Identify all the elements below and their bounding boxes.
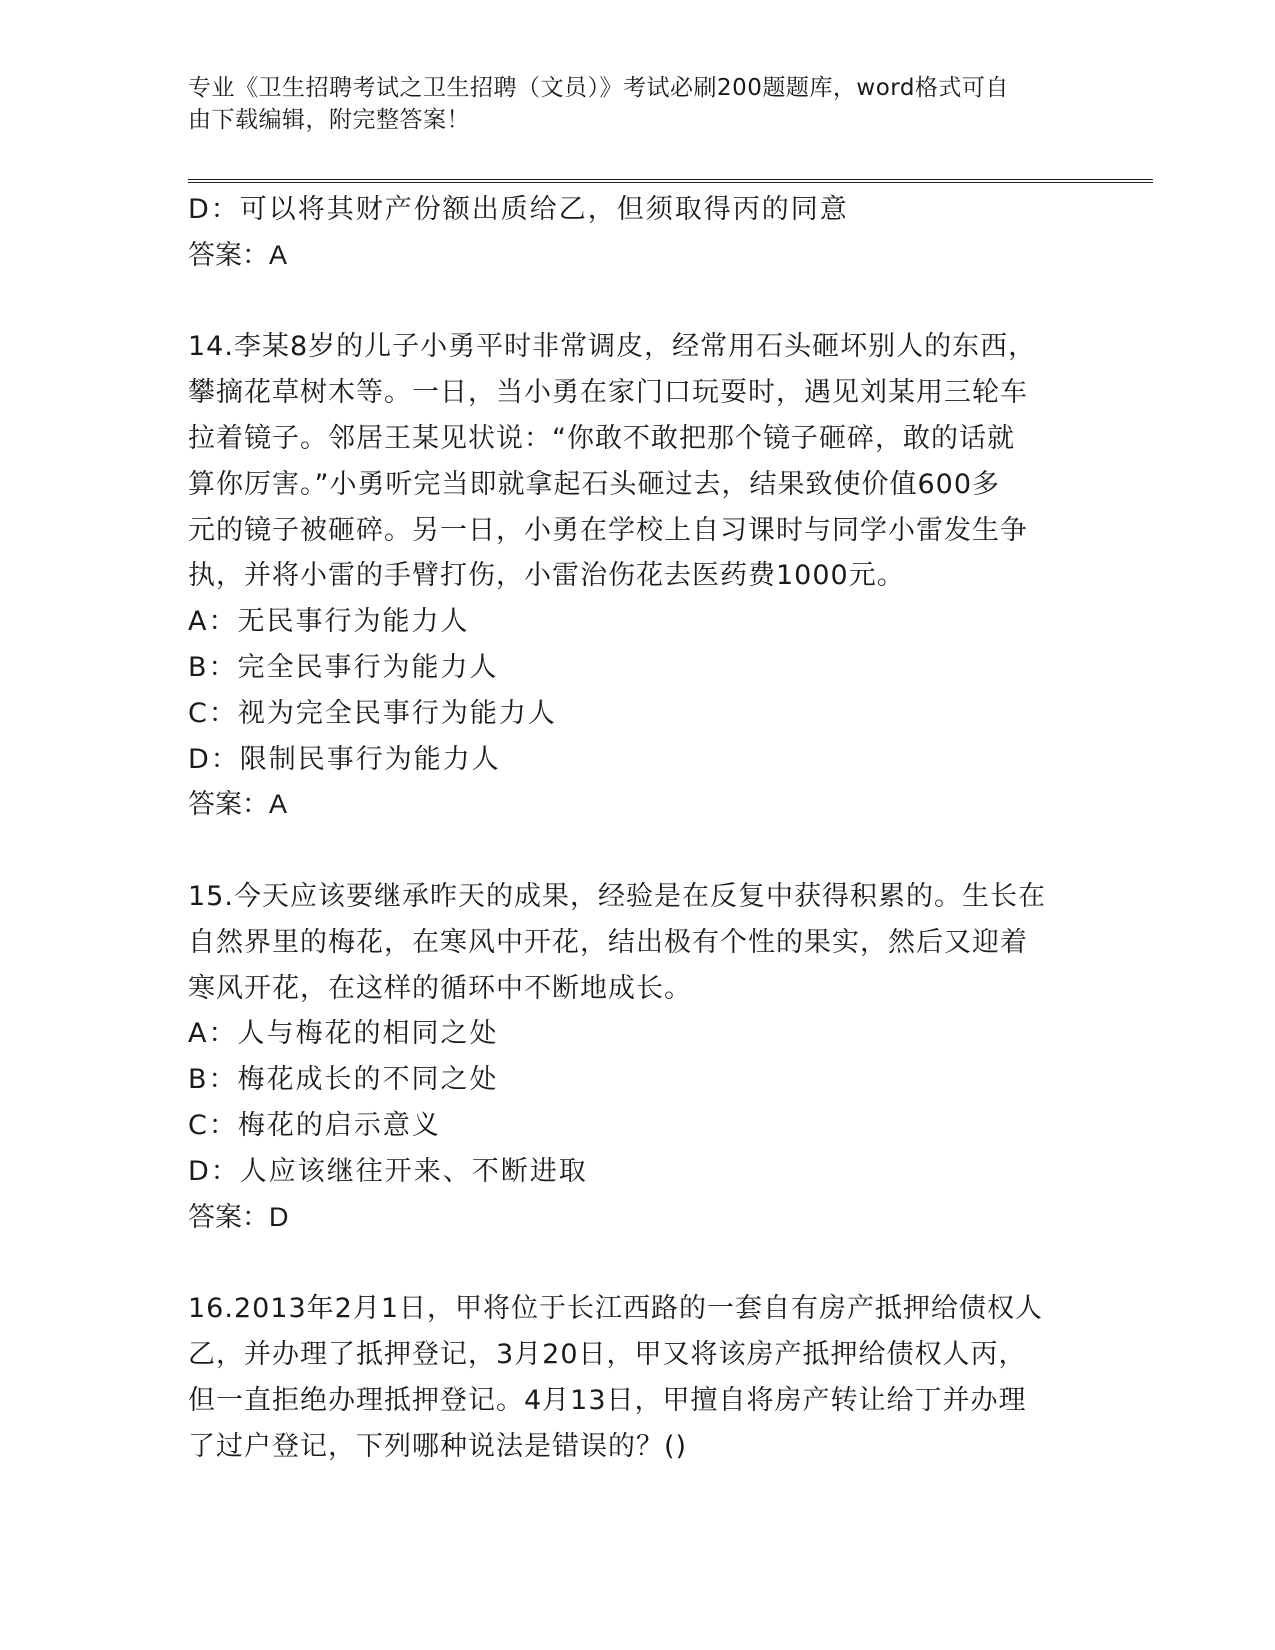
question-15 bbox=[188, 874, 1088, 1240]
question-15-stem-line: 15.今天应该要继承昨天的成果，经验是在反复中获得积累的。生长在 bbox=[188, 880, 1046, 912]
question-15-option-a: A：人与梅花的相同之处 bbox=[188, 1018, 499, 1050]
question-15-stem-line: 自然界里的梅花，在寒风中开花，结出极有个性的果实，然后又迎着 bbox=[188, 926, 1028, 958]
question-15-option-b: B：梅花成长的不同之处 bbox=[188, 1064, 499, 1096]
question-14-stem-line: 攀摘花草树木等。一日，当小勇在家门口玩耍时，遇见刘某用三轮车 bbox=[188, 377, 1028, 409]
question-16-stem-line: 了过户登记，下列哪种说法是错误的？() bbox=[188, 1430, 688, 1462]
header-title-line-2: 由下载编辑，附完整答案！ bbox=[188, 107, 470, 133]
question-14-answer: 答案：A bbox=[188, 789, 288, 820]
question-15-answer: 答案：D bbox=[188, 1201, 289, 1232]
question-15-option-d: D：人应该继往开来、不断进取 bbox=[188, 1155, 588, 1187]
question-14-stem-line: 14.李某8岁的儿子小勇平时非常调皮，经常用石头砸坏别人的东西， bbox=[188, 331, 1037, 363]
question-14-option-b: B：完全民事行为能力人 bbox=[188, 651, 499, 683]
question-16 bbox=[188, 1286, 1088, 1469]
prev-question-answer: 答案：A bbox=[188, 239, 288, 270]
question-14-option-d: D：限制民事行为能力人 bbox=[188, 743, 501, 775]
question-14-stem-line: 执，并将小雷的手臂打伤，小雷治伤花去医药费1000元。 bbox=[188, 560, 905, 592]
header-title-line-1: 专业《卫生招聘考试之卫生招聘（文员）》考试必刷200题题库，word格式可自 bbox=[188, 75, 1009, 101]
question-14-option-a: A：无民事行为能力人 bbox=[188, 606, 470, 638]
question-15-option-c: C：梅花的启示意义 bbox=[188, 1109, 441, 1141]
question-15-stem-line: 寒风开花，在这样的循环中不断地成长。 bbox=[188, 972, 692, 1004]
question-14-stem-line: 算你厉害。”小勇听完当即就拿起石头砸过去，结果致使价值600多 bbox=[188, 468, 1001, 500]
prev-question-option-d: D：可以将其财产份额出质给乙，但须取得丙的同意 bbox=[188, 194, 849, 225]
question-14-option-c: C：视为完全民事行为能力人 bbox=[188, 697, 557, 729]
spacer bbox=[188, 828, 1088, 874]
question-14-stem-line: 拉着镜子。邻居王某见状说：“你敢不敢把那个镜子砸碎，敢的话就 bbox=[188, 422, 1015, 454]
question-16-stem-line: 乙，并办理了抵押登记，3月20日，甲又将该房产抵押给债权人丙， bbox=[188, 1338, 1027, 1370]
document-header bbox=[188, 72, 1068, 136]
question-14 bbox=[188, 324, 1088, 828]
question-16-stem-line: 16.2013年2月1日，甲将位于长江西路的一套自有房产抵押给债权人 bbox=[188, 1293, 1044, 1325]
question-14-stem-line: 元的镜子被砸碎。另一日，小勇在学校上自习课时与同学小雷发生争 bbox=[188, 514, 1028, 546]
spacer bbox=[188, 279, 1088, 325]
header-divider bbox=[188, 179, 1153, 183]
question-16-stem-line: 但一直拒绝办理抵押登记。4月13日，甲擅自将房产转让给丁并办理 bbox=[188, 1384, 1027, 1416]
question-content bbox=[188, 187, 1088, 1469]
spacer bbox=[188, 1240, 1088, 1286]
